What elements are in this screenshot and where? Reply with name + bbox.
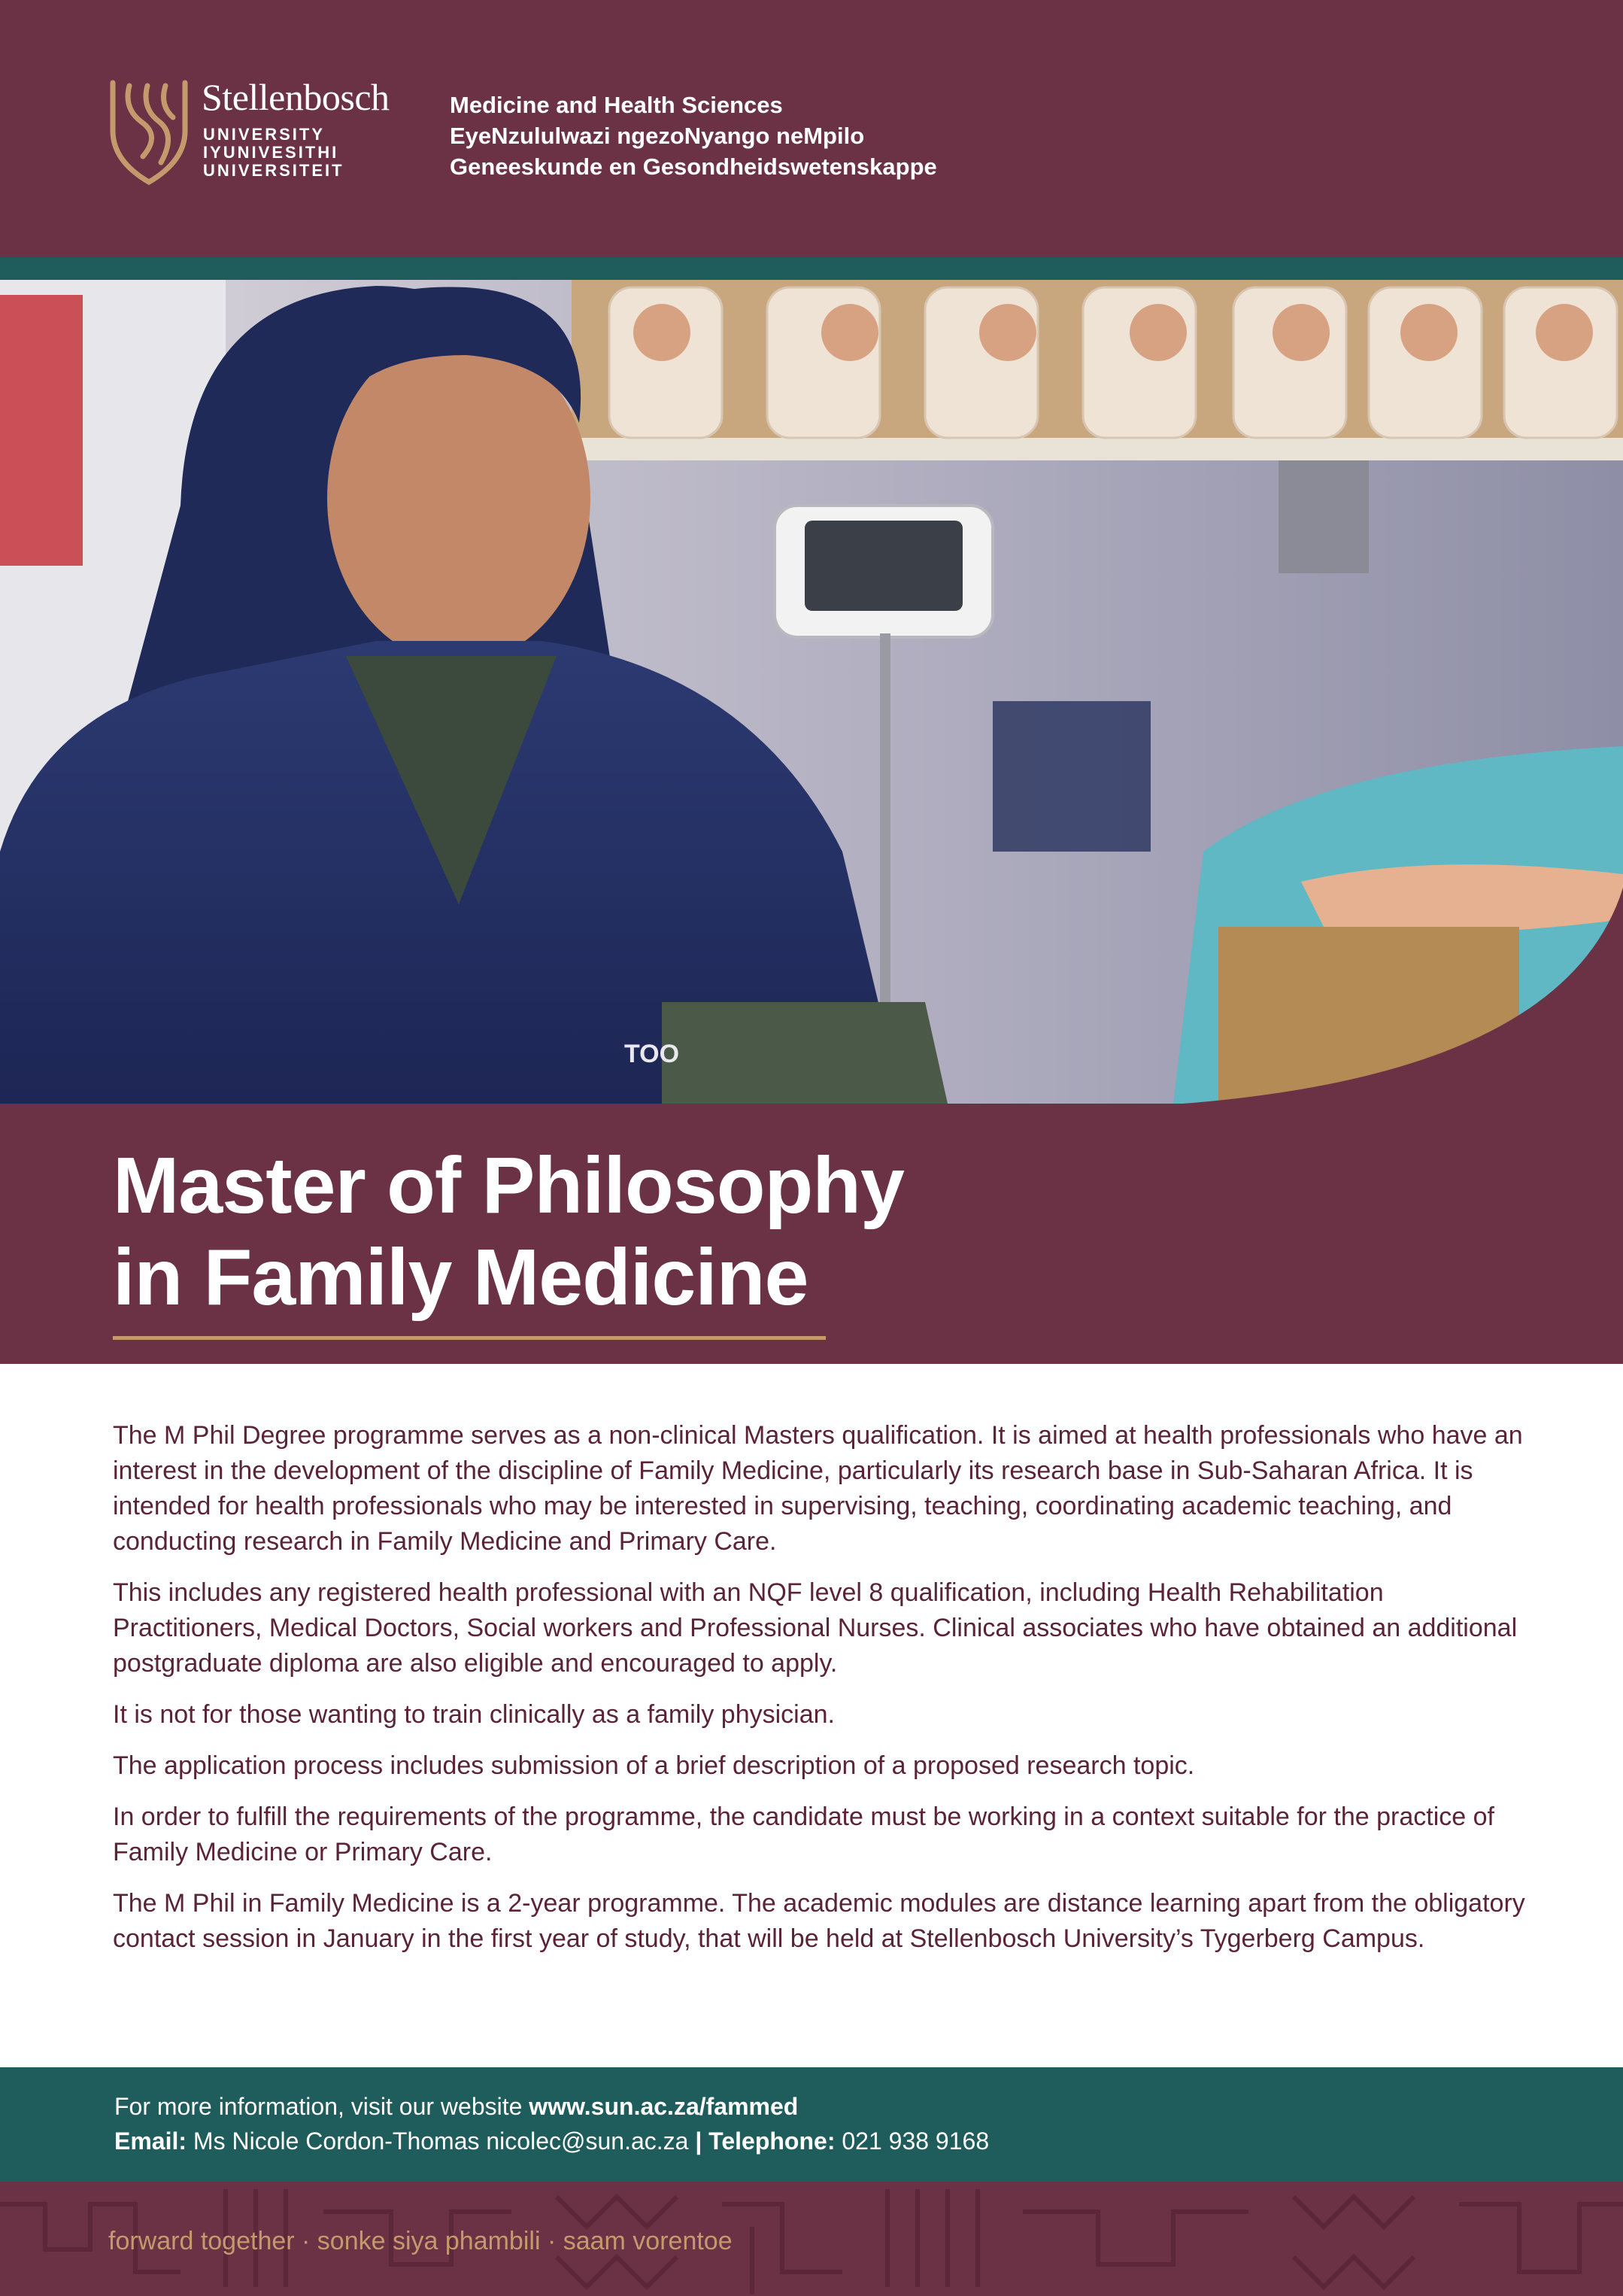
header-band bbox=[0, 0, 1623, 257]
university-tagline: forward together · sonke siya phambili · saam vorentoe bbox=[108, 2227, 733, 2255]
logo-line-university: UNIVERSITY bbox=[203, 125, 326, 144]
teal-divider bbox=[0, 257, 1623, 280]
paragraph-requirements: In order to fulfill the requirements of the programme, the candidate must be working in a context suitable for the practice of Family Medicine or Primary Care. bbox=[113, 1802, 1494, 1866]
title-underline bbox=[113, 1336, 826, 1340]
paragraph-not-clinical: It is not for those wanting to train clinically as a family physician. bbox=[113, 1700, 835, 1729]
title-curve-shape bbox=[0, 752, 1623, 1106]
scrub-label: TOO bbox=[624, 1040, 680, 1068]
tagline-band bbox=[0, 2182, 1623, 2296]
programme-description bbox=[113, 1418, 1527, 1973]
logo-line-universiteit: UNIVERSITEIT bbox=[203, 161, 344, 180]
page-title-line-2: in Family Medicine bbox=[113, 1233, 808, 1322]
contact-separator: | bbox=[695, 2127, 702, 2155]
faculty-name-afrikaans: Geneeskunde en Gesondheidswetenskappe bbox=[450, 153, 937, 180]
paragraph-application: The application process includes submission of a brief description of a proposed research topic. bbox=[113, 1751, 1195, 1780]
email-contact[interactable]: Ms Nicole Cordon-Thomas nicolec@sun.ac.za bbox=[187, 2127, 696, 2155]
logo-line-iyunivesithi: IYUNIVESITHI bbox=[203, 143, 339, 162]
faculty-name-xhosa: EyeNzululwazi ngezoNyango neMpilo bbox=[450, 123, 865, 149]
university-crest-icon bbox=[107, 78, 191, 187]
contact-footer bbox=[0, 2067, 1623, 2182]
paragraph-duration: The M Phil in Family Medicine is a 2-year programme. The academic modules are distance learning apart from the obligatory contact session in January in the first year of study, that will be held at Stellenbosch University’s Tygerberg Campus. bbox=[113, 1889, 1525, 1953]
email-label: Email: bbox=[114, 2127, 187, 2155]
telephone-number: 021 938 9168 bbox=[835, 2127, 990, 2155]
faculty-name-english: Medicine and Health Sciences bbox=[450, 92, 783, 118]
telephone-label: Telephone: bbox=[702, 2127, 836, 2155]
website-line bbox=[114, 2093, 798, 2121]
logo-wordmark: Stellenbosch bbox=[202, 76, 390, 118]
contact-line bbox=[114, 2127, 989, 2155]
paragraph-overview: The M Phil Degree programme serves as a non-clinical Masters qualification. It is aimed at health professionals who have an interest in the development of the discipline of Family Medicine, particularly its research base in Sub-Saharan Africa. It is intended for health professionals who may be interested in supervising, teaching, coordinating academic teaching, and conducting research in Family Medicine and Primary Care. bbox=[113, 1421, 1523, 1556]
website-prefix: For more information, visit our website bbox=[114, 2093, 529, 2120]
page-title-line-1: Master of Philosophy bbox=[113, 1141, 904, 1230]
website-link[interactable]: www.sun.ac.za/fammed bbox=[529, 2093, 799, 2120]
paragraph-eligibility: This includes any registered health professional with an NQF level 8 qualification, including Health Rehabilitation Practitioners, Medical Doctors, Social workers and Professional Nurses. Clinical associates who have obtained an additional postgraduate diploma are also eligible and encouraged to apply. bbox=[113, 1578, 1518, 1678]
